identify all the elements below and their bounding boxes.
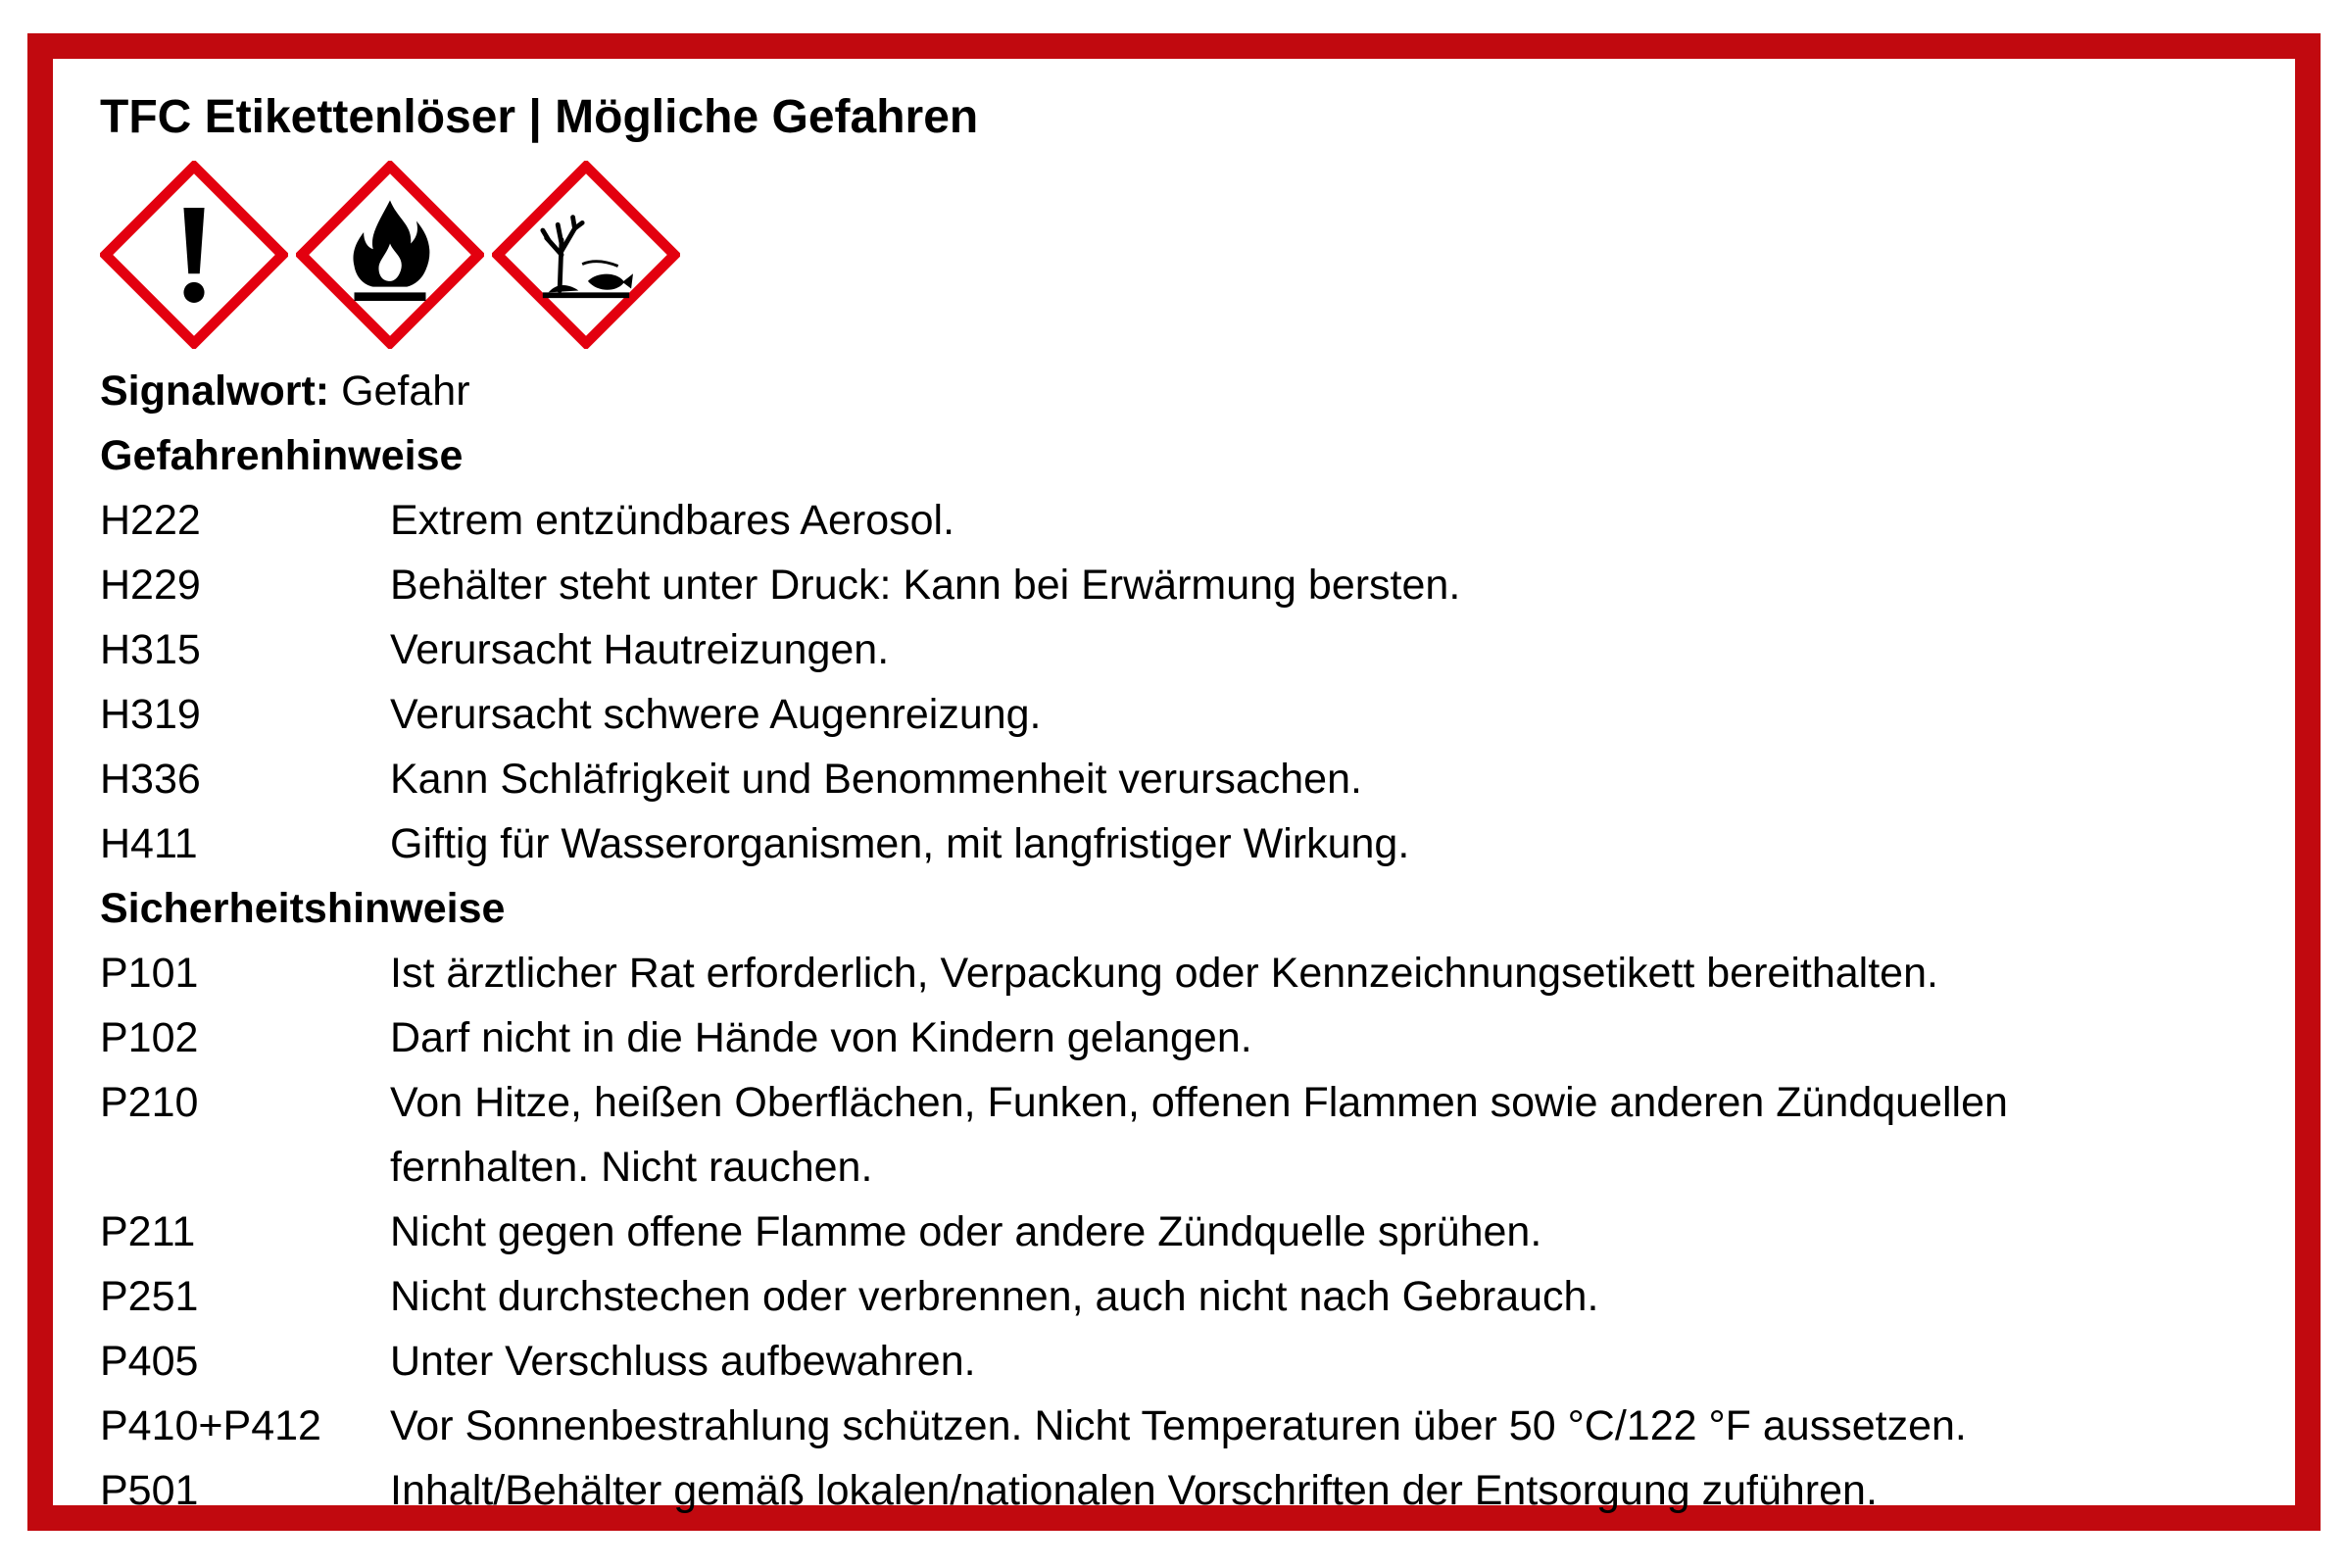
- signal-word-value: Gefahr: [341, 368, 470, 415]
- statement-text: Verursacht schwere Augenreizung.: [390, 691, 1042, 738]
- signal-word: [100, 359, 2248, 423]
- precautionary-statement: [100, 1200, 2248, 1264]
- statement-code: H229: [100, 562, 201, 609]
- statement-text: Extrem entzündbares Aerosol.: [390, 497, 955, 544]
- statement-code: P501: [100, 1467, 199, 1514]
- statement-code: P101: [100, 950, 199, 997]
- page-title: TFC Etikettenlöser | Mögliche Gefahren: [100, 91, 979, 143]
- statement-code: P102: [100, 1014, 199, 1061]
- statement-text: Inhalt/Behälter gemäß lokalen/nationalen Vorschriften der Entsorgung zuführen.: [390, 1467, 1878, 1514]
- statement-code: P405: [100, 1338, 199, 1385]
- precautionary-statement: [100, 1329, 2248, 1394]
- statement-text: Ist ärztlicher Rat erforderlich, Verpackung oder Kennzeichnungsetikett bereithalten.: [390, 950, 1938, 997]
- statement-text: Vor Sonnenbestrahlung schützen. Nicht Temperaturen über 50 °C/122 °F aussetzen.: [390, 1402, 1967, 1449]
- precautionary-statement: [100, 1070, 2248, 1200]
- statement-text: Behälter steht unter Druck: Kann bei Erwärmung bersten.: [390, 562, 1461, 609]
- statement-code: P410+P412: [100, 1402, 321, 1449]
- statement-code: H411: [100, 820, 198, 867]
- precautionary-statement: [100, 1458, 2248, 1523]
- precautionary-statement: [100, 1264, 2248, 1329]
- statement-text: Unter Verschluss aufbewahren.: [390, 1338, 976, 1385]
- label-frame: [27, 33, 2321, 1531]
- hazard-statement: [100, 747, 2248, 811]
- hazard-statement: [100, 617, 2248, 682]
- statement-code: H222: [100, 497, 201, 544]
- statement-code: H315: [100, 626, 201, 673]
- precautionary-statement: [100, 1005, 2248, 1070]
- precautionary-statements-heading: Sicherheitshinweise: [100, 885, 506, 932]
- ghs-pictograms: [100, 157, 2248, 353]
- hazard-statement: [100, 553, 2248, 617]
- statement-code: H319: [100, 691, 201, 738]
- hazard-statement: [100, 488, 2248, 553]
- hazard-statement: [100, 682, 2248, 747]
- precautionary-statements-list: [100, 941, 2248, 1523]
- statement-text: Verursacht Hautreizungen.: [390, 626, 890, 673]
- exclamation-mark-icon: [100, 161, 288, 349]
- statement-text: Nicht gegen offene Flamme oder andere Zündquelle sprühen.: [390, 1208, 1542, 1255]
- environment-dead-tree-fish-icon: [492, 161, 680, 349]
- statement-text: Von Hitze, heißen Oberflächen, Funken, offenen Flammen sowie anderen Zündquellen fernhalten. Nicht rauchen.: [390, 1079, 2008, 1191]
- flame-icon: [296, 161, 484, 349]
- statement-text: Darf nicht in die Hände von Kindern gelangen.: [390, 1014, 1252, 1061]
- hazard-statement: [100, 811, 2248, 876]
- statement-text: Kann Schläfrigkeit und Benommenheit verursachen.: [390, 756, 1362, 803]
- statement-code: P210: [100, 1079, 199, 1126]
- precautionary-statement: [100, 1394, 2248, 1458]
- statement-code: P251: [100, 1273, 199, 1320]
- hazard-statements-heading: Gefahrenhinweise: [100, 432, 464, 479]
- statement-text: Nicht durchstechen oder verbrennen, auch nicht nach Gebrauch.: [390, 1273, 1599, 1320]
- precautionary-statement: [100, 941, 2248, 1005]
- statement-code: H336: [100, 756, 201, 803]
- hazard-statements-list: [100, 488, 2248, 876]
- signal-word-label: Signalwort:: [100, 368, 330, 415]
- label-content: [100, 88, 2248, 1523]
- statement-text: Giftig für Wasserorganismen, mit langfristiger Wirkung.: [390, 820, 1410, 867]
- statement-code: P211: [100, 1208, 196, 1255]
